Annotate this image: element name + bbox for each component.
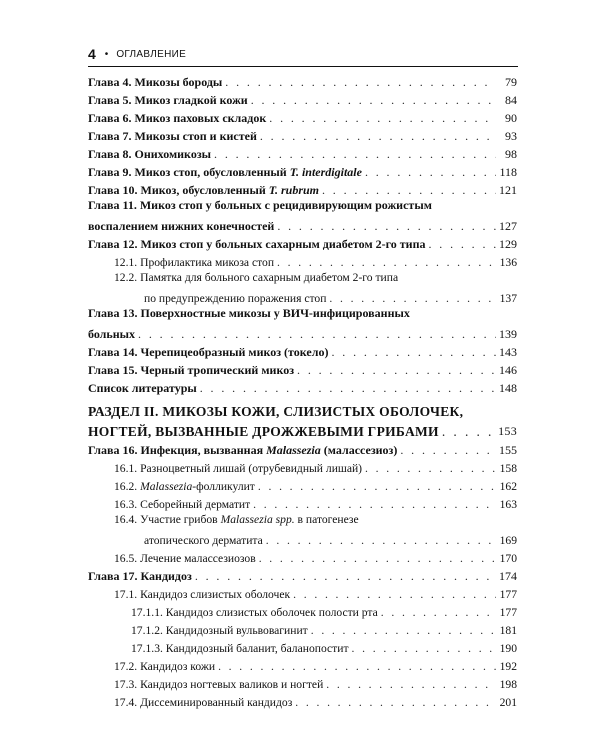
entry-title: [88, 381, 197, 396]
entry-title: НОГТЕЙ, ВЫЗВАННЫЕ ДРОЖЖЕВЫМИ ГРИБАМИ: [88, 424, 439, 439]
entry-title-text: 17.1.1. Кандидоз слизистых оболочек полости рта: [131, 606, 378, 619]
toc-entry[interactable]: [88, 360, 517, 378]
entry-title-text: Глава 15. Черный тропический микоз: [88, 363, 295, 377]
entry-line: [88, 548, 517, 566]
toc-entry[interactable]: [88, 656, 517, 674]
leader-dots: [195, 569, 496, 584]
entry-line: [88, 422, 517, 440]
header-rule: [88, 66, 518, 67]
entry-line: [88, 252, 517, 270]
entry-line: [88, 108, 517, 126]
entry-first-line: Глава 11. Микоз стоп у больных с рецидивирующим рожистым: [88, 198, 432, 212]
leader-dots: [311, 623, 496, 638]
entry-title-text: (малассезиоз): [320, 443, 398, 457]
entry-line: [88, 72, 517, 90]
toc-entry[interactable]: [88, 144, 517, 162]
toc-entry[interactable]: [88, 638, 517, 656]
entry-first-line: Глава 13. Поверхностные микозы у ВИЧ-инфицированных: [88, 306, 410, 320]
leader-dots: [352, 641, 496, 656]
entry-title-text: 16.3. Себорейный дерматит: [114, 498, 251, 511]
entry-title: [88, 183, 319, 198]
page-ref: 190: [499, 642, 517, 655]
entry-line: [88, 288, 517, 306]
entry-line: [88, 90, 517, 108]
toc-entry[interactable]: [88, 692, 517, 710]
toc-entry[interactable]: [88, 252, 517, 270]
entry-title: [88, 569, 192, 584]
entry-title: [88, 443, 397, 458]
entry-title-text: Глава 6. Микоз паховых складок: [88, 111, 267, 125]
entry-title-text: 16.4. Участие грибов: [114, 513, 221, 526]
entry-title: [88, 147, 211, 162]
page-ref: 174: [499, 569, 517, 583]
entry-line: [88, 126, 517, 144]
leader-dots: [297, 363, 496, 378]
entry-title-text: 16.2.: [114, 480, 141, 493]
page-ref: 181: [499, 624, 517, 637]
page-ref: 158: [499, 462, 517, 475]
entry-line: [88, 638, 517, 656]
entry-title-text: 12.1. Профилактика микоза стоп: [114, 256, 275, 269]
entry-title: [88, 75, 222, 90]
entry-line: [88, 234, 517, 252]
entry-title-text: Глава 10. Микоз, обусловленный: [88, 183, 269, 197]
entry-line: [88, 162, 517, 180]
page-ref: 118: [499, 165, 517, 179]
entry-title-text: Глава 5. Микоз гладкой кожи: [88, 93, 248, 107]
entry-title: [114, 479, 255, 494]
toc-entry[interactable]: [88, 458, 517, 476]
toc-entry[interactable]: [88, 306, 517, 342]
leader-dots: [329, 291, 496, 306]
entry-title-text: Глава 16. Инфекция, вызванная: [88, 443, 267, 457]
page-ref: 137: [499, 292, 517, 305]
entry-line: [88, 458, 517, 476]
entry-title: [131, 641, 349, 656]
leader-dots: [138, 327, 496, 342]
toc-entry[interactable]: [88, 90, 517, 108]
entry-line: [88, 494, 517, 512]
leader-dots: [365, 165, 496, 180]
leader-dots: [277, 219, 496, 234]
entry-title-text: 16.1. Разноцветный лишай (отрубевидный лишай): [114, 462, 363, 475]
toc-entry[interactable]: [88, 342, 517, 360]
entry-title-text: Глава 14. Черепицеобразный микоз (токело): [88, 345, 329, 359]
toc-entry[interactable]: [88, 548, 517, 566]
toc-entry[interactable]: [88, 72, 517, 90]
entry-first-line: РАЗДЕЛ II. МИКОЗЫ КОЖИ, СЛИЗИСТЫХ ОБОЛОЧЕК,: [88, 404, 464, 419]
toc-entry[interactable]: [88, 198, 517, 234]
entry-title-text: 17.2. Кандидоз кожи: [114, 660, 216, 673]
page-ref: 136: [499, 256, 517, 269]
page-ref: 129: [499, 237, 517, 251]
page-ref: 177: [499, 588, 517, 601]
entry-title-text: Глава 17. Кандидоз: [88, 569, 192, 583]
entry-line: [88, 584, 517, 602]
leader-dots: [295, 695, 496, 710]
page-number: 4: [88, 46, 96, 62]
entry-title-text: 17.1. Кандидоз слизистых оболочек: [114, 588, 291, 601]
leader-dots: [266, 533, 496, 548]
page-ref: 201: [499, 696, 517, 709]
entry-title: воспалением нижних конечностей: [88, 219, 275, 233]
section-title: ОГЛАВЛЕНИЕ: [116, 48, 187, 60]
entry-title: атопического дерматита: [144, 534, 263, 547]
leader-dots: [277, 255, 496, 270]
entry-line: [88, 324, 517, 342]
toc-entry[interactable]: [88, 620, 517, 638]
page-ref: 198: [499, 678, 517, 691]
entry-title-italic: Malassezia spp.: [220, 513, 295, 526]
entry-line: [88, 602, 517, 620]
page-ref: 192: [499, 660, 517, 673]
entry-line: [88, 656, 517, 674]
entry-title: [114, 695, 292, 710]
toc-entry[interactable]: [88, 162, 517, 180]
leader-dots: [293, 587, 496, 602]
toc-entry[interactable]: [88, 476, 517, 494]
page-ref: 139: [499, 327, 517, 341]
toc-entry[interactable]: [88, 494, 517, 512]
entry-line: [88, 530, 517, 548]
entry-title: [114, 659, 215, 674]
entry-title: [88, 165, 362, 180]
entry-title: [88, 111, 266, 126]
entry-line: [88, 180, 517, 198]
entry-title-text: 17.4. Диссеминированный кандидоз: [114, 696, 293, 709]
toc-entry[interactable]: [88, 378, 517, 396]
leader-dots: [326, 677, 496, 692]
leader-dots: [365, 461, 496, 476]
entry-line: [88, 216, 517, 234]
page-ref: 163: [499, 498, 517, 511]
running-header: [88, 44, 520, 64]
page-ref: 121: [499, 183, 517, 197]
toc-entry[interactable]: [88, 584, 517, 602]
table-of-contents: [88, 72, 517, 710]
entry-title-text: Список литературы: [88, 381, 197, 395]
entry-line: [88, 692, 517, 710]
leader-dots: [214, 147, 496, 162]
leader-dots: [259, 551, 496, 566]
header-bullet: •: [104, 48, 109, 60]
entry-title: [114, 677, 323, 692]
page-ref: 148: [499, 381, 517, 395]
toc-entry[interactable]: [88, 270, 517, 306]
page-ref: 162: [499, 480, 517, 493]
toc-entry[interactable]: [88, 440, 517, 458]
page-ref: 98: [505, 147, 517, 161]
entry-line: [88, 360, 517, 378]
leader-dots: [428, 237, 496, 252]
toc-entry[interactable]: [88, 512, 517, 548]
leader-dots: [331, 345, 496, 360]
entry-title-italic: T. interdigitale: [289, 165, 362, 179]
entry-title-italic: Malassezia: [266, 443, 321, 457]
entry-line: [88, 566, 517, 584]
toc-entry[interactable]: [88, 674, 517, 692]
leader-dots: [400, 443, 496, 458]
entry-title: [114, 587, 290, 602]
page-ref: 79: [505, 75, 517, 89]
entry-first-line: 12.2. Памятка для больного сахарным диабетом 2-го типа: [114, 271, 399, 284]
leader-dots: [258, 479, 496, 494]
entry-title-text: 17.1.2. Кандидозный вульвовагинит: [131, 624, 308, 637]
entry-title-text: 17.3. Кандидоз ногтевых валиков и ногтей: [114, 678, 324, 691]
entry-title: [131, 623, 308, 638]
entry-title: [114, 551, 256, 566]
entry-title: [88, 345, 328, 360]
leader-dots: [322, 183, 496, 198]
entry-title: [114, 255, 274, 270]
page-ref: 90: [505, 111, 517, 125]
entry-title-text: Глава 4. Микозы бороды: [88, 75, 223, 89]
entry-line: [88, 144, 517, 162]
entry-line: [88, 378, 517, 396]
entry-title: [114, 497, 250, 512]
entry-line: [88, 476, 517, 494]
entry-title-text: Глава 9. Микоз стоп, обусловленный: [88, 165, 290, 179]
entry-line: [88, 342, 517, 360]
leader-dots: [260, 129, 496, 144]
page-ref: 127: [499, 219, 517, 233]
entry-line: [88, 620, 517, 638]
leader-dots: [200, 381, 496, 396]
entry-title: по предупреждению поражения стоп: [144, 292, 327, 305]
entry-first-line: [88, 512, 517, 530]
page-ref: 146: [499, 363, 517, 377]
toc-entry[interactable]: [88, 126, 517, 144]
entry-title: [88, 363, 294, 378]
page-ref: 169: [499, 534, 517, 547]
leader-dots: [381, 605, 496, 620]
leader-dots: [269, 111, 496, 126]
page-ref: 93: [505, 129, 517, 143]
leader-dots: [442, 423, 495, 440]
page-ref: 177: [499, 606, 517, 619]
toc-entry[interactable]: [88, 108, 517, 126]
toc-entry[interactable]: [88, 602, 517, 620]
entry-title-italic: Malassezia: [140, 480, 193, 493]
entry-title: [114, 461, 362, 476]
entry-title: больных: [88, 327, 136, 341]
page-ref: 155: [499, 443, 517, 457]
entry-title-text: Глава 7. Микозы стоп и кистей: [88, 129, 257, 143]
leader-dots: [218, 659, 496, 674]
entry-title-text: 16.5. Лечение малассезиозов: [114, 552, 256, 565]
page-ref: 84: [505, 93, 517, 107]
entry-title-text: Глава 12. Микоз стоп у больных сахарным диабетом 2-го типа: [88, 237, 426, 251]
entry-line: [88, 440, 517, 458]
entry-title-text: Глава 8. Онихомикозы: [88, 147, 212, 161]
page-ref: 153: [498, 424, 517, 438]
leader-dots: [225, 75, 496, 90]
toc-entry[interactable]: [88, 566, 517, 584]
leader-dots: [253, 497, 496, 512]
entry-title: [88, 129, 257, 144]
leader-dots: [251, 93, 496, 108]
toc-entry[interactable]: [88, 402, 517, 440]
page-ref: 143: [499, 345, 517, 359]
entry-line: [88, 674, 517, 692]
page-ref: 170: [499, 552, 517, 565]
entry-title: [88, 93, 248, 108]
entry-title-text: в патогенезе: [294, 513, 359, 526]
entry-title-text: 17.1.3. Кандидозный баланит, баланопостит: [131, 642, 349, 655]
entry-title: [131, 605, 378, 620]
toc-entry[interactable]: [88, 180, 517, 198]
entry-title-text: -фолликулит: [192, 480, 255, 493]
toc-entry[interactable]: [88, 234, 517, 252]
entry-title-italic: T. rubrum: [268, 183, 319, 197]
entry-title: [88, 237, 425, 252]
